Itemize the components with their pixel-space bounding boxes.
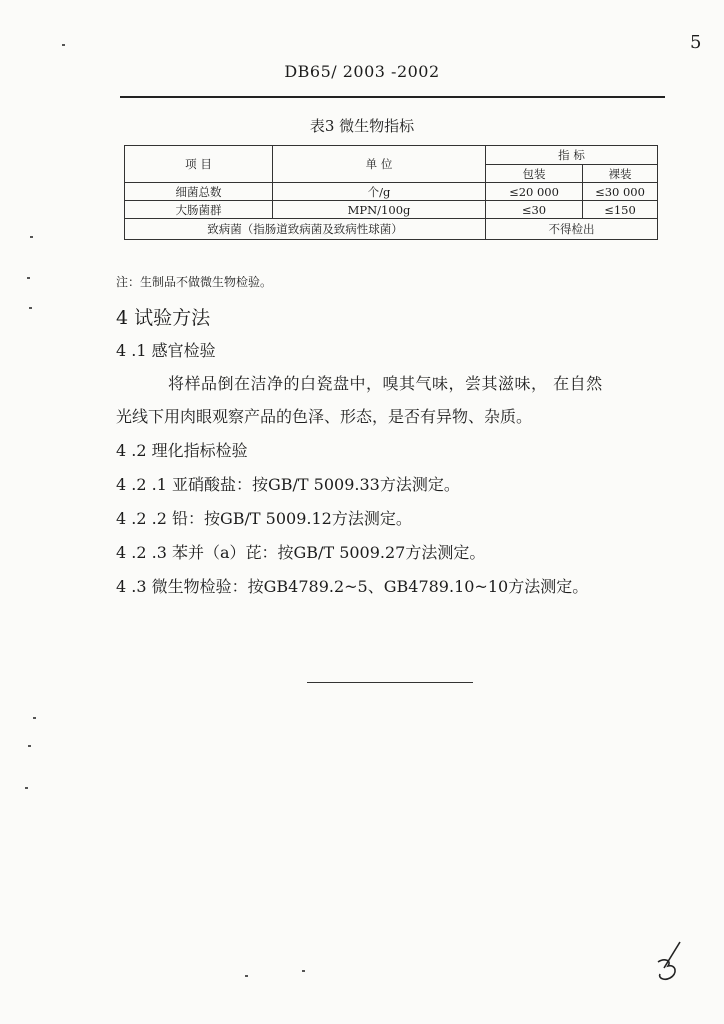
scan-dot <box>33 717 36 719</box>
section-4-1-paragraph-line2: 光线下用肉眼观察产品的色泽、形态，是否有异物、杂质。 <box>116 407 533 426</box>
microbial-index-table <box>124 145 658 240</box>
document-code: DB65/ 2003 -2002 <box>284 62 440 81</box>
end-rule <box>307 682 473 683</box>
row-item: 细菌总数 <box>125 183 273 201</box>
table-row <box>125 219 658 240</box>
section-4-2-3: 4 .2 .3 苯并（a）芘：按GB/T 5009.27方法测定。 <box>116 543 486 562</box>
header-bulk: 裸装 <box>583 165 658 183</box>
row-bulk: ≤150 <box>583 201 658 219</box>
row-unit: 个/g <box>273 183 486 201</box>
scan-dot <box>245 975 248 977</box>
table-note: 注：生制品不做微生物检验。 <box>116 275 273 289</box>
table-row <box>125 201 658 219</box>
row-packaged: ≤30 <box>486 201 583 219</box>
section-4-3: 4 .3 微生物检验：按GB4789.2~5、GB4789.10~10方法测定。 <box>116 577 589 596</box>
scan-dot <box>302 970 305 972</box>
pathogen-item: 致病菌（指肠道致病菌及致病性球菌） <box>125 219 486 240</box>
scan-dot <box>30 236 33 238</box>
section-4-2-title: 4 .2 理化指标检验 <box>116 441 248 460</box>
handwritten-page-number <box>650 940 690 984</box>
section-4-title: 4 试验方法 <box>116 307 211 329</box>
scan-dot <box>62 44 65 46</box>
pathogen-value: 不得检出 <box>486 219 658 240</box>
header-unit: 单 位 <box>273 146 486 183</box>
section-4-1-paragraph-line1: 将样品倒在洁净的白瓷盘中，嗅其气味，尝其滋味， 在自然 <box>168 374 603 393</box>
table-caption: 表3 微生物指标 <box>309 117 415 135</box>
section-4-1-title: 4 .1 感官检验 <box>116 341 216 360</box>
section-4-2-1: 4 .2 .1 亚硝酸盐：按GB/T 5009.33方法测定。 <box>116 475 460 494</box>
scan-dot <box>27 277 30 279</box>
scan-dot <box>29 307 32 309</box>
scan-dot <box>28 745 31 747</box>
corner-page-mark: 5 <box>690 32 702 53</box>
table-row <box>125 183 658 201</box>
row-item: 大肠菌群 <box>125 201 273 219</box>
header-item: 项 目 <box>125 146 273 183</box>
scan-dot <box>25 787 28 789</box>
header-packaged: 包装 <box>486 165 583 183</box>
header-rule <box>120 96 665 98</box>
row-unit: MPN/100g <box>273 201 486 219</box>
row-packaged: ≤20 000 <box>486 183 583 201</box>
row-bulk: ≤30 000 <box>583 183 658 201</box>
header-index: 指 标 <box>486 146 658 165</box>
section-4-2-2: 4 .2 .2 铅：按GB/T 5009.12方法测定。 <box>116 509 412 528</box>
